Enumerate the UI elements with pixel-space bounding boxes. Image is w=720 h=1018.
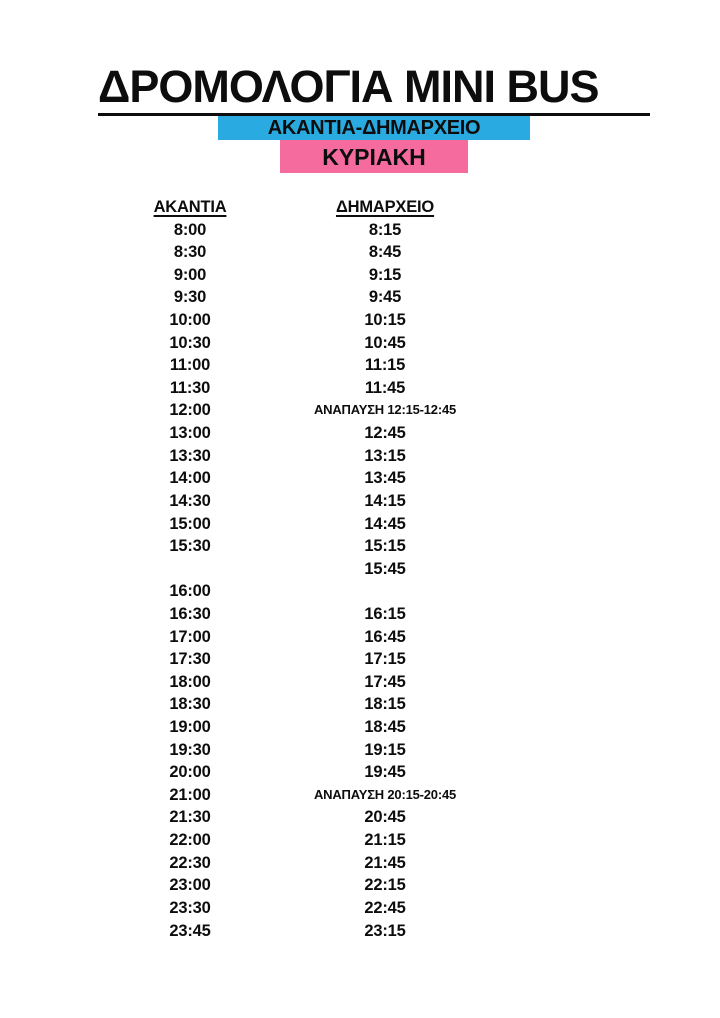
table-row: [110, 399, 500, 422]
dimarcheio-time-cell: 9:15: [368, 265, 402, 284]
table-row: [110, 309, 500, 332]
timetable-rows: [110, 219, 500, 943]
dimarcheio-time-cell: 13:15: [364, 446, 406, 465]
akantia-time-cell: 10:30: [169, 333, 211, 352]
dimarcheio-time-cell: 13:45: [364, 469, 406, 488]
timetable: [110, 196, 500, 942]
akantia-time-cell: 13:30: [169, 446, 211, 465]
dimarcheio-time-cell: 9:45: [368, 288, 402, 307]
akantia-time-cell: 15:00: [169, 514, 211, 533]
column-header-akantia: ΑΚΑΝΤΙΑ: [153, 198, 227, 216]
dimarcheio-time-cell: 14:15: [364, 491, 406, 510]
table-row: [110, 693, 500, 716]
table-row: [110, 535, 500, 558]
table-row: [110, 377, 500, 400]
table-row: [110, 784, 500, 807]
akantia-time-cell: 9:00: [173, 265, 207, 284]
akantia-time-cell: 23:00: [169, 876, 211, 895]
table-row: [110, 219, 500, 242]
dimarcheio-time-cell: 8:45: [368, 243, 402, 262]
table-row: [110, 829, 500, 852]
dimarcheio-time-cell: 19:15: [364, 740, 406, 759]
akantia-time-cell: 11:00: [169, 356, 211, 375]
akantia-time-cell: 22:30: [169, 853, 211, 872]
route-banner: ΑΚΑΝΤΙΑ-ΔΗΜΑΡΧΕΙΟ: [218, 116, 530, 140]
table-row: [110, 761, 500, 784]
table-header-row: [110, 196, 500, 219]
akantia-time-cell: 19:30: [169, 740, 211, 759]
dimarcheio-time-cell: 21:45: [364, 853, 406, 872]
dimarcheio-time-cell: ΑΝΑΠΑΥΣΗ 12:15-12:45: [313, 402, 457, 418]
dimarcheio-time-cell: 19:45: [364, 763, 406, 782]
table-row: [110, 716, 500, 739]
akantia-time-cell: 15:30: [169, 537, 211, 556]
akantia-time-cell: 8:30: [173, 243, 207, 262]
table-row: [110, 241, 500, 264]
dimarcheio-time-cell: 10:15: [364, 311, 406, 330]
akantia-time-cell: 9:30: [173, 288, 207, 307]
dimarcheio-time-cell: 18:45: [364, 718, 406, 737]
table-row: [110, 490, 500, 513]
page-title: ΔΡΟΜΟΛΟΓΙΑ MINI BUS: [98, 64, 650, 116]
akantia-time-cell: 19:00: [169, 718, 211, 737]
akantia-time-cell: 22:00: [169, 831, 211, 850]
table-row: [110, 603, 500, 626]
table-row: [110, 897, 500, 920]
table-row: [110, 671, 500, 694]
table-row: [110, 580, 500, 603]
table-row: [110, 558, 500, 581]
akantia-time-cell: 14:00: [169, 469, 211, 488]
table-row: [110, 354, 500, 377]
akantia-time-cell: 20:00: [169, 763, 211, 782]
table-row: [110, 286, 500, 309]
dimarcheio-time-cell: 10:45: [364, 333, 406, 352]
dimarcheio-time-cell: 15:45: [364, 559, 406, 578]
dimarcheio-time-cell: 15:15: [364, 537, 406, 556]
table-row: [110, 264, 500, 287]
table-row: [110, 920, 500, 943]
dimarcheio-time-cell: 11:45: [364, 378, 406, 397]
dimarcheio-time-cell: 12:45: [364, 424, 406, 443]
dimarcheio-time-cell: 11:15: [364, 356, 406, 375]
dimarcheio-time-cell: 22:45: [364, 898, 406, 917]
akantia-time-cell: 14:30: [169, 491, 211, 510]
akantia-time-cell: 21:30: [169, 808, 211, 827]
table-row: [110, 648, 500, 671]
akantia-time-cell: 21:00: [169, 785, 211, 804]
akantia-time-cell: 10:00: [169, 311, 211, 330]
dimarcheio-time-cell: 8:15: [368, 220, 402, 239]
dimarcheio-time-cell: ΑΝΑΠΑΥΣΗ 20:15-20:45: [313, 786, 457, 802]
table-row: [110, 445, 500, 468]
table-row: [110, 513, 500, 536]
akantia-time-cell: 18:30: [169, 695, 211, 714]
dimarcheio-time-cell: 23:15: [364, 921, 406, 940]
akantia-time-cell: 8:00: [173, 220, 207, 239]
akantia-time-cell: 12:00: [169, 401, 211, 420]
dimarcheio-time-cell: 17:45: [364, 672, 406, 691]
table-row: [110, 806, 500, 829]
akantia-time-cell: 11:30: [169, 378, 211, 397]
dimarcheio-time-cell: 17:15: [364, 650, 406, 669]
dimarcheio-time-cell: 22:15: [364, 876, 406, 895]
akantia-time-cell: 13:00: [169, 424, 211, 443]
table-row: [110, 332, 500, 355]
table-row: [110, 739, 500, 762]
column-header-dimarcheio: ΔΗΜΑΡΧΕΙΟ: [335, 198, 435, 216]
akantia-time-cell: 17:30: [169, 650, 211, 669]
table-row: [110, 852, 500, 875]
table-row: [110, 626, 500, 649]
table-row: [110, 467, 500, 490]
akantia-time-cell: 23:30: [169, 898, 211, 917]
dimarcheio-time-cell: 20:45: [364, 808, 406, 827]
akantia-time-cell: 16:30: [169, 604, 211, 623]
day-banner: ΚΥΡΙΑΚΗ: [280, 140, 468, 173]
table-row: [110, 422, 500, 445]
akantia-time-cell: 17:00: [169, 627, 211, 646]
table-row: [110, 874, 500, 897]
akantia-time-cell: 23:45: [169, 921, 211, 940]
dimarcheio-time-cell: 21:15: [364, 831, 406, 850]
akantia-time-cell: 18:00: [169, 672, 211, 691]
akantia-time-cell: 16:00: [169, 582, 211, 601]
dimarcheio-time-cell: 18:15: [364, 695, 406, 714]
dimarcheio-time-cell: 14:45: [364, 514, 406, 533]
dimarcheio-time-cell: 16:45: [364, 627, 406, 646]
dimarcheio-time-cell: 16:15: [364, 604, 406, 623]
